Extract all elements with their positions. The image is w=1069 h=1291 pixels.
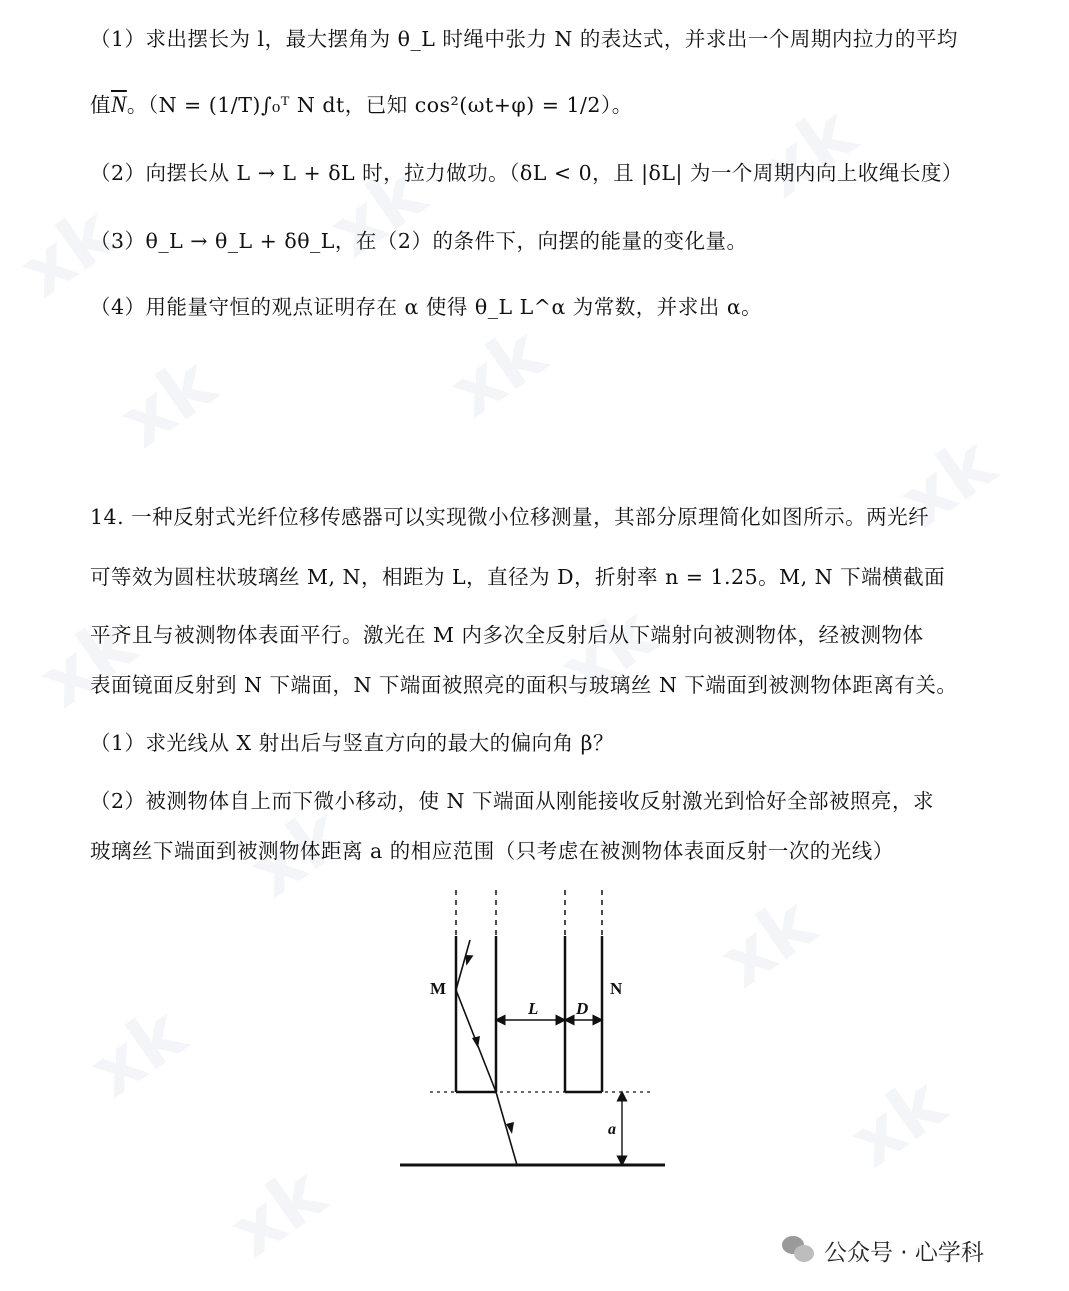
label-l: L	[528, 999, 539, 1018]
account-footer	[782, 1232, 984, 1268]
watermark: xk	[434, 310, 560, 434]
watermark: xk	[544, 590, 670, 714]
watermark: xk	[884, 420, 1010, 544]
question-1-line-2	[90, 90, 999, 120]
problem-14-line-4: 表面镜面反射到 N 下端面，N 下端面被照亮的面积与玻璃丝 N 下端面到被测物体距离有关。	[90, 673, 958, 697]
light-ray	[456, 940, 517, 1165]
watermark: xk	[234, 790, 360, 914]
watermark: xk	[744, 90, 870, 214]
watermark: xk	[74, 990, 200, 1114]
label-n: N	[610, 979, 623, 998]
account-name: 公众号 · 心学科	[824, 1239, 984, 1266]
problem-14-question-1: （1）求光线从 X 射出后与竖直方向的最大的偏向角 β？	[90, 731, 615, 755]
fiber-sensor-diagram	[400, 890, 670, 1175]
label-a: a	[608, 1121, 616, 1138]
average-tension-symbol: $\overline{N}$	[111, 92, 127, 117]
fiber-m	[456, 936, 496, 1092]
problem-14-question-2-line-2: 玻璃丝下端面到被测物体距离 a 的相应范围（只考虑在被测物体表面反射一次的光线）	[90, 839, 894, 863]
watermark: xk	[104, 340, 230, 464]
question-3: （3）θ_L → θ_L + δθ_L，在（2）的条件下，向摆的能量的变化量。	[90, 229, 748, 253]
question-4: （4）用能量守恒的观点证明存在 α 使得 θ_L L^α 为常数，并求出 α。	[90, 295, 763, 319]
label-d: D	[576, 999, 589, 1018]
question-2: （2）向摆长从 L → L + δL 时，拉力做功。（δL < 0，且 |δL| 为一个周期内向上收绳长度）	[90, 161, 963, 185]
problem-14-line-1: 14. 一种反射式光纤位移传感器可以实现微小位移测量，其部分原理简化如图所示。两光纤	[90, 505, 930, 529]
question-1-line-1: （1）求出摆长为 l，最大摆角为 θ_L 时绳中张力 N 的表达式，并求出一个周期内拉力的平均	[90, 27, 958, 51]
watermark: xk	[314, 150, 440, 274]
problem-14-line-2: 可等效为圆柱状玻璃丝 M, N，相距为 L，直径为 D，折射率 n = 1.25。M, N 下端横截面	[90, 565, 946, 589]
wechat-icon	[782, 1236, 816, 1264]
fiber-dashed-extensions	[456, 890, 602, 936]
label-m: M	[430, 979, 447, 998]
watermark: xk	[834, 1060, 960, 1184]
problem-14-line-3: 平齐且与被测物体表面平行。激光在 M 内多次全反射后从下端射向被测物体，经被测物体	[90, 623, 924, 647]
problem-14-question-2-line-1: （2）被测物体自上而下微小移动，使 N 下端面从刚能接收反射激光到恰好全部被照亮，求	[90, 789, 935, 813]
watermark: xk	[4, 190, 130, 314]
watermark: xk	[704, 880, 830, 1004]
watermark: xk	[24, 600, 150, 724]
average-tension-formula: 。（N = (1/T)∫₀ᵀ N dt，已知 cos²(ωt+φ) = 1/2）。	[126, 93, 633, 117]
question-1-prefix: 值	[90, 93, 111, 117]
watermark: xk	[214, 1150, 340, 1274]
